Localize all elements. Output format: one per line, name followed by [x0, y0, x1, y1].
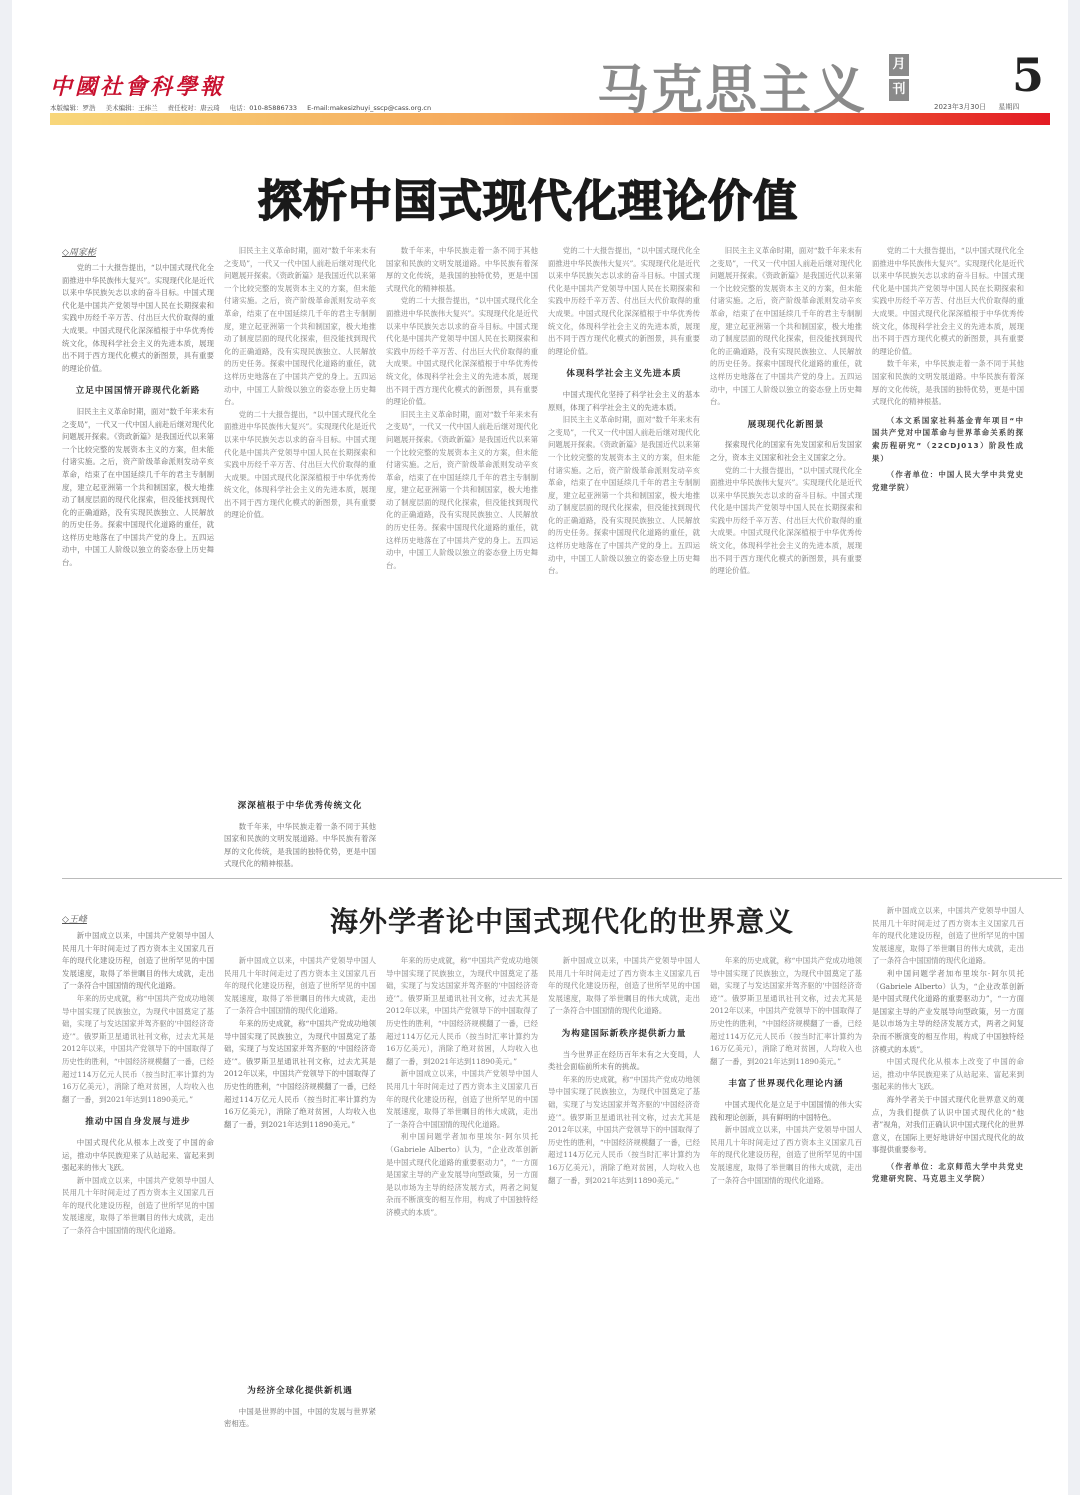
- article2-quote-paragraph: 年来的历史成就，称“中国共产党成功地领导中国实现了民族独立，为现代中国奠定了基础，实现了与发达国家并驾齐驱的‘中国经济奇迹’”。俄罗斯卫星通讯社刊文称，过去尤其是2012年以来，中国共产党领导下的中国取得了历史性的胜利，“中国经济规模翻了一番，已经超过114万亿元人民币（按当时汇率计算约为16万亿美元），消除了绝对贫困，人均收入也翻了一番，到2021年达到11890美元。”: [224, 1018, 376, 1129]
- article2-col4-text-2: 年来的历史成就，称“中国共产党成功地领导中国实现了民族独立，为现代中国奠定了基础，实现了与发达国家并驾齐驱的‘中国经济奇迹’”。俄罗斯卫星通讯社刊文称，过去尤其是2012年以来，中国共产党领导下的中国取得了历史性的胜利，“中国经济规模翻了一番，已经超过114万亿元人民币（按当时汇率计算约为16万亿美元），消除了绝对贫困，人均收入也翻了一番，到2021年达到11890美元。”: [548, 1074, 700, 1185]
- section-title: 马克思主义: [597, 60, 868, 121]
- article1-column-2: [224, 245, 376, 805]
- article2-subhead-3: 为构建国际新秩序提供新力量: [561, 1028, 687, 1039]
- article1-author-unit: （作者单位：中国人民大学中共党史党建学院）: [872, 470, 1024, 492]
- date-line: [934, 102, 1029, 112]
- article2-col6-text: 新中国成立以来，中国共产党领导中国人民用几十年时间走过了西方资本主义国家几百年的现代化建设历程，创造了世所罕见的中国发展速度，取得了举世瞩目的伟大成就，走出了一条符合中国国情的现代化道路。: [872, 906, 1024, 966]
- article1-col6-text-2: 数千年来，中华民族走着一条不同于其他国家和民族的文明发展道路。中华民族有着深厚的文化传统，是我国的独特优势，更是中国式现代化的精神根基。: [872, 359, 1024, 407]
- article2-column-6: [872, 905, 1024, 1490]
- article1-subhead-4: 展现现代化新图景: [747, 419, 825, 430]
- article2-author-unit: （作者单位：北京师范大学中共党史党建研究院、马克思主义学院）: [872, 1161, 1024, 1184]
- article1-column-4: [548, 245, 700, 870]
- article2-subhead-2: 为经济全球化提供新机遇: [247, 1386, 353, 1396]
- article2-closing: 海外学者关于中国式现代化世界意义的观点，为我们提供了认识中国式现代化的“他者”视角，对我们正确认识中国式现代化的世界意义，在国际上更好地讲好中国式现代化的故事提供重要参考。: [872, 1094, 1024, 1155]
- article1-column-5: [710, 245, 862, 870]
- article2-lead: 新中国成立以来，中国共产党领导中国人民用几十年时间走过了西方资本主义国家几百年的现代化建设历程，创造了世所罕见的中国发展速度，取得了举世瞩目的伟大成就，走出了一条符合中国国情的现代化道路。: [62, 931, 214, 991]
- article1-headline: 探析中国式现代化理论价值: [258, 176, 798, 227]
- article2-section4-text: 中国式现代化是立足于中国国情的伟大实践和理论创新，具有鲜明的中国特色。: [710, 1099, 862, 1122]
- article1-col5-text: 旧民主主义革命时期，面对“数千年来未有之变局”，一代又一代中国人前赴后继对现代化问题展开探索。《资政新篇》是我国近代以来第一个比较完整的发展资本主义的方案，但未能付诸实施。之后，资产阶级革命派则发动辛亥革命，结束了在中国延续几千年的君主专制制度，建立起亚洲第一个共和制国家，极大地推动了制度层面的现代化探索，但没能找到现代化的正确道路，没有实现民族独立、人民解放的历史任务。探索中国现代化道路的重任，就这样历史地落在了中国共产党的身上。五四运动中，中国工人阶级以独立的姿态登上历史舞台。: [710, 246, 862, 407]
- article1-column-6: [872, 245, 1024, 870]
- staff-editor: 本版编辑：罗浩: [50, 104, 96, 112]
- article1-col5-text-2: 党的二十大报告提出，“以中国式现代化全面推进中华民族伟大复兴”。实现现代化是近代以来中华民族矢志以求的奋斗目标。中国式现代化是中国共产党领导中国人民在长期探索和实践中历经千辛万苦、付出巨大代价取得的重大成果。中国式现代化深深植根于中华优秀传统文化，体现科学社会主义的先进本质，展现出不同于西方现代化模式的新图景，具有重要的理论价值。: [710, 465, 862, 576]
- article2-col2-text: 新中国成立以来，中国共产党领导中国人民用几十年时间走过了西方资本主义国家几百年的现代化建设历程，创造了世所罕见的中国发展速度，取得了举世瞩目的伟大成就，走出了一条符合中国国情的现代化道路。: [224, 956, 376, 1016]
- article1-section2-text: 数千年来，中华民族走着一条不同于其他国家和民族的文明发展道路。中华民族有着深厚的文化传统，是我国的独特优势，更是中国式现代化的精神根基。: [224, 821, 376, 869]
- article2-author: ◇王峰: [62, 915, 87, 925]
- article1-col6-text: 党的二十大报告提出，“以中国式现代化全面推进中华民族伟大复兴”。实现现代化是近代以来中华民族矢志以求的奋斗目标。中国式现代化是中国共产党领导中国人民在长期探索和实践中历经千辛万苦、付出巨大代价取得的重大成果。中国式现代化深深植根于中华优秀传统文化，体现科学社会主义的先进本质，展现出不同于西方现代化模式的新图景，具有重要的理论价值。: [872, 246, 1024, 356]
- article1-author: ◇周家彬: [62, 248, 96, 258]
- article2-section1-text: 中国式现代化从根本上改变了中国的命运，推动中华民族迎来了从站起来、富起来到强起来的伟大飞跃。: [62, 1137, 214, 1173]
- article2-col6-text-2: 中国式现代化从根本上改变了中国的命运，推动中华民族迎来了从站起来、富起来到强起来的伟大飞跃。: [872, 1057, 1024, 1092]
- article1-col2-text-2: 党的二十大报告提出，“以中国式现代化全面推进中华民族伟大复兴”。实现现代化是近代以来中华民族矢志以求的奋斗目标。中国式现代化是中国共产党领导中国人民在长期探索和实践中历经千辛万苦、付出巨大代价取得的重大成果。中国式现代化深深植根于中华优秀传统文化，体现科学社会主义的先进本质，展现出不同于西方现代化模式的新图景，具有重要的理论价值。: [224, 409, 376, 520]
- article2-subhead-1: 推动中国自身发展与进步: [85, 1117, 191, 1128]
- article2-col3-text-2: 新中国成立以来，中国共产党领导中国人民用几十年时间走过了西方资本主义国家几百年的现代化建设历程，创造了世所罕见的中国发展速度，取得了举世瞩目的伟大成就，走出了一条符合中国国情的现代化道路。: [386, 1069, 538, 1129]
- article2-col5-text: 年来的历史成就，称“中国共产党成功地领导中国实现了民族独立，为现代中国奠定了基础，实现了与发达国家并驾齐驱的‘中国经济奇迹’”。俄罗斯卫星通讯社刊文称，过去尤其是2012年以来，中国共产党领导下的中国取得了历史性的胜利，“中国经济规模翻了一番，已经超过114万亿元人民币（按当时汇率计算约为16万亿美元），消除了绝对贫困，人均收入也翻了一番，到2021年达到11890美元。”: [710, 956, 862, 1066]
- article2-section3-text: 当今世界正在经历百年未有之大变局，人类社会面临前所未有的挑战。: [548, 1049, 700, 1072]
- article2-column-3: [386, 955, 538, 1490]
- article1-col2-text: 旧民主主义革命时期，面对“数千年来未有之变局”，一代又一代中国人前赴后继对现代化问题展开探索。《资政新篇》是我国近代以来第一个比较完整的发展资本主义的方案，但未能付诸实施。之后，资产阶级革命派则发动辛亥革命，结束了在中国延续几千年的君主专制制度，建立起亚洲第一个共和制国家，极大地推动了制度层面的现代化探索，但没能找到现代化的正确道路，没有实现民族独立、人民解放的历史任务。探索中国现代化道路的重任，就这样历史地落在了中国共产党的身上。五四运动中，中国工人阶级以独立的姿态登上历史舞台。: [224, 246, 376, 407]
- article1-column-3: [386, 245, 538, 870]
- article2-column-4: [548, 955, 700, 1490]
- article2-excerpt: 利中国问题学者加布里埃尔·阿尔贝托（Gabriele Alberto）认为，“企业改革创新是中国式现代化道路的重要驱动力”，“一方面是国家主导的产业发展导向型政策，另一方面是以市场为主导的经济发展方式，两者之间复杂而不断演变的相互作用，构成了中国独特经济模式的本质”。: [872, 968, 1024, 1054]
- masthead-gradient-bar: [50, 113, 1050, 125]
- article2-headline: 海外学者论中国式现代化的世界意义: [330, 905, 795, 938]
- staff-phone: 电话：010-85886733: [229, 104, 298, 112]
- article1-col4-text-2: 旧民主主义革命时期，面对“数千年来未有之变局”，一代又一代中国人前赴后继对现代化问题展开探索。《资政新篇》是我国近代以来第一个比较完整的发展资本主义的方案，但未能付诸实施。之后，资产阶级革命派则发动辛亥革命，结束了在中国延续几千年的君主专制制度，建立起亚洲第一个共和制国家，极大地推动了制度层面的现代化探索，但没能找到现代化的正确道路，没有实现民族独立、人民解放的历史任务。探索中国现代化道路的重任，就这样历史地落在了中国共产党的身上。五四运动中，中国工人阶级以独立的姿态登上历史舞台。: [548, 415, 700, 576]
- article1-project-note: （本文系国家社科基金青年项目“中国共产党对中国革命与世界革命关系的探索历程研究”（22CDJ013）阶段性成果）: [872, 415, 1024, 463]
- article2-subhead-4: 丰富了世界现代化理论内涵: [728, 1079, 844, 1090]
- issue-date: 2023年3月30日: [934, 103, 987, 111]
- article-divider: [62, 878, 1062, 879]
- article1-subhead-1: 立足中国国情开辟现代化新路: [75, 386, 201, 397]
- article1-section3-text: 中国式现代化坚持了科学社会主义的基本原则，体现了科学社会主义的先进本质。: [548, 389, 700, 412]
- newspaper-page: [12, 0, 1068, 1495]
- staff-art-editor: 美术编辑：王炜兰: [105, 104, 158, 112]
- article1-lead: 党的二十大报告提出，“以中国式现代化全面推进中华民族伟大复兴”。实现现代化是近代以来中华民族矢志以求的奋斗目标。中国式现代化是中国共产党领导中国人民在长期探索和实践中历经千辛万苦、付出巨大代价取得的重大成果。中国式现代化深深植根于中华优秀传统文化，体现科学社会主义的先进本质，展现出不同于西方现代化模式的新图景，具有重要的理论价值。: [62, 263, 214, 373]
- article2-column-5: [710, 955, 862, 1490]
- article1-section4-text: 探索现代化的国家有先发国家和后发国家之分，资本主义国家和社会主义国家之分。: [710, 440, 862, 462]
- page-number: 5: [1012, 48, 1045, 102]
- article1-section1-text: 旧民主主义革命时期，面对“数千年来未有之变局”，一代又一代中国人前赴后继对现代化问题展开探索。《资政新篇》是我国近代以来第一个比较完整的发展资本主义的方案，但未能付诸实施。之后，资产阶级革命派则发动辛亥革命，结束了在中国延续几千年的君主专制制度，建立起亚洲第一个共和制国家，极大地推动了制度层面的现代化探索，但没能找到现代化的正确道路，没有实现民族独立、人民解放的历史任务。探索中国现代化道路的重任，就这样历史地落在了中国共产党的身上。五四运动中，中国工人阶级以独立的姿态登上历史舞台。: [62, 406, 214, 568]
- article1-col3-text: 数千年来，中华民族走着一条不同于其他国家和民族的文明发展道路。中华民族有着深厚的文化传统，是我国的独特优势，更是中国式现代化的精神根基。: [386, 246, 538, 293]
- article1-subhead-2: 深深植根于中华优秀传统文化: [237, 801, 363, 811]
- article2-col4-text: 新中国成立以来，中国共产党领导中国人民用几十年时间走过了西方资本主义国家几百年的现代化建设历程，创造了世所罕见的中国发展速度，取得了举世瞩目的伟大成就，走出了一条符合中国国情的现代化道路。: [548, 956, 700, 1016]
- article2-col1-text-2: 新中国成立以来，中国共产党领导中国人民用几十年时间走过了西方资本主义国家几百年的现代化建设历程，创造了世所罕见的中国发展速度，取得了举世瞩目的伟大成就，走出了一条符合中国国情的现代化道路。: [62, 1175, 214, 1236]
- staff-proofreader: 责任校对：唐云琦: [167, 104, 220, 112]
- monthly-badge: [889, 54, 911, 104]
- article2-col3-text: 年来的历史成就，称“中国共产党成功地领导中国实现了民族独立，为现代中国奠定了基础，实现了与发达国家并驾齐驱的‘中国经济奇迹’”。俄罗斯卫星通讯社刊文称，过去尤其是2012年以来，中国共产党领导下的中国取得了历史性的胜利，“中国经济规模翻了一番，已经超过114万亿元人民币（按当时汇率计算约为16万亿美元），消除了绝对贫困，人均收入也翻了一番，到2021年达到11890美元。”: [386, 956, 538, 1066]
- staff-email: E-mail:makesizhuyi_sscp@cass.org.cn: [307, 104, 432, 112]
- article2-column-1: [62, 930, 214, 1490]
- article1-column-1: [62, 262, 214, 872]
- weekday: 星期四: [998, 103, 1020, 111]
- article2-col3-text-3: 利中国问题学者加布里埃尔·阿尔贝托（Gabriele Alberto）认为，“企业改革创新是中国式现代化道路的重要驱动力”，“一方面是国家主导的产业发展导向型政策，另一方面是以市场为主导的经济发展方式，两者之间复杂而不断演变的相互作用，构成了中国独特经济模式的本质”。: [386, 1132, 538, 1217]
- article1-column-2-bottom: [224, 800, 376, 870]
- article2-col5-text-2: 新中国成立以来，中国共产党领导中国人民用几十年时间走过了西方资本主义国家几百年的现代化建设历程，创造了世所罕见的中国发展速度，取得了举世瞩目的伟大成就，走出了一条符合中国国情的现代化道路。: [710, 1125, 862, 1185]
- article2-column-2: [224, 955, 376, 1375]
- newspaper-logo: 中國社會科學報: [50, 74, 226, 100]
- article2-col1-text: 年来的历史成就，称“中国共产党成功地领导中国实现了民族独立，为现代中国奠定了基础，实现了与发达国家并驾齐驱的‘中国经济奇迹’”。俄罗斯卫星通讯社刊文称，过去尤其是2012年以来，中国共产党领导下的中国取得了历史性的胜利，“中国经济规模翻了一番，已经超过114万亿元人民币（按当时汇率计算约为16万亿美元），消除了绝对贫困，人均收入也翻了一番，到2021年达到11890美元。”: [62, 993, 214, 1104]
- article2-section2-text: 中国是世界的中国，中国的发展与世界紧密相连。: [224, 1406, 376, 1429]
- article1-col3-text-3: 旧民主主义革命时期，面对“数千年来未有之变局”，一代又一代中国人前赴后继对现代化问题展开探索。《资政新篇》是我国近代以来第一个比较完整的发展资本主义的方案，但未能付诸实施。之后，资产阶级革命派则发动辛亥革命，结束了在中国延续几千年的君主专制制度，建立起亚洲第一个共和制国家，极大地推动了制度层面的现代化探索，但没能找到现代化的正确道路，没有实现民族独立、人民解放的历史任务。探索中国现代化道路的重任，就这样历史地落在了中国共产党的身上。五四运动中，中国工人阶级以独立的姿态登上历史舞台。: [386, 409, 538, 570]
- staff-line: [50, 103, 439, 112]
- monthly-badge-char-1: 月: [889, 54, 909, 76]
- article2-column-2-bottom: [224, 1385, 376, 1490]
- article1-col4-text: 党的二十大报告提出，“以中国式现代化全面推进中华民族伟大复兴”。实现现代化是近代以来中华民族矢志以求的奋斗目标。中国式现代化是中国共产党领导中国人民在长期探索和实践中历经千辛万苦、付出巨大代价取得的重大成果。中国式现代化深深植根于中华优秀传统文化，体现科学社会主义的先进本质，展现出不同于西方现代化模式的新图景，具有重要的理论价值。: [548, 246, 700, 356]
- article1-col3-text-2: 党的二十大报告提出，“以中国式现代化全面推进中华民族伟大复兴”。实现现代化是近代以来中华民族矢志以求的奋斗目标。中国式现代化是中国共产党领导中国人民在长期探索和实践中历经千辛万苦、付出巨大代价取得的重大成果。中国式现代化深深植根于中华优秀传统文化，体现科学社会主义的先进本质，展现出不同于西方现代化模式的新图景，具有重要的理论价值。: [386, 296, 538, 407]
- monthly-badge-char-2: 刊: [889, 79, 909, 101]
- article1-subhead-3: 体现科学社会主义先进本质: [566, 369, 682, 380]
